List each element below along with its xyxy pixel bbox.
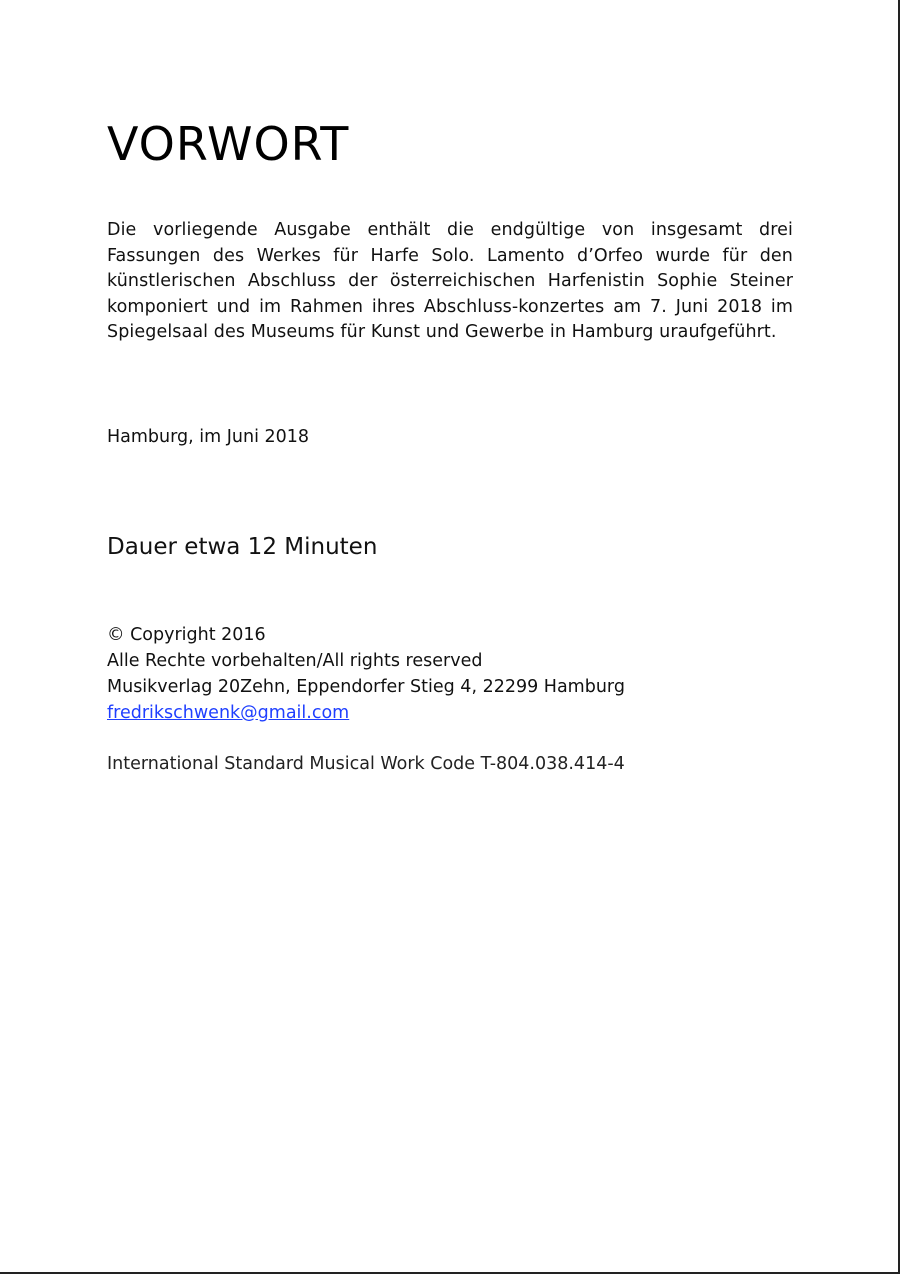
iswc-code: International Standard Musical Work Code T-804.038.414-4 bbox=[107, 754, 625, 774]
copyright-line: © Copyright 2016 bbox=[107, 625, 266, 645]
publisher-address: Musikverlag 20Zehn, Eppendorfer Stieg 4, 22299 Hamburg bbox=[107, 677, 625, 697]
copyright-block bbox=[107, 622, 625, 726]
rights-line: Alle Rechte vorbehalten/All rights reserved bbox=[107, 651, 483, 671]
page-title: VORWORT bbox=[107, 117, 350, 171]
email-link[interactable]: fredrikschwenk@gmail.com bbox=[107, 703, 350, 723]
foreword-paragraph: Die vorliegende Ausgabe enthält die endgültige von insgesamt drei Fassungen des Werkes für Harfe Solo. Lamento d’Orfeo wurde für den künstlerischen Abschluss der österreichischen Harfenistin Sophie Steiner komponiert und im Rahmen ihres Abschluss-konzertes am 7. Juni 2018 im Spiegelsaal des Museums für Kunst und Gewerbe in Hamburg uraufgeführt. bbox=[107, 220, 793, 343]
place-date: Hamburg, im Juni 2018 bbox=[107, 427, 310, 447]
duration-text: Dauer etwa 12 Minuten bbox=[107, 534, 378, 560]
